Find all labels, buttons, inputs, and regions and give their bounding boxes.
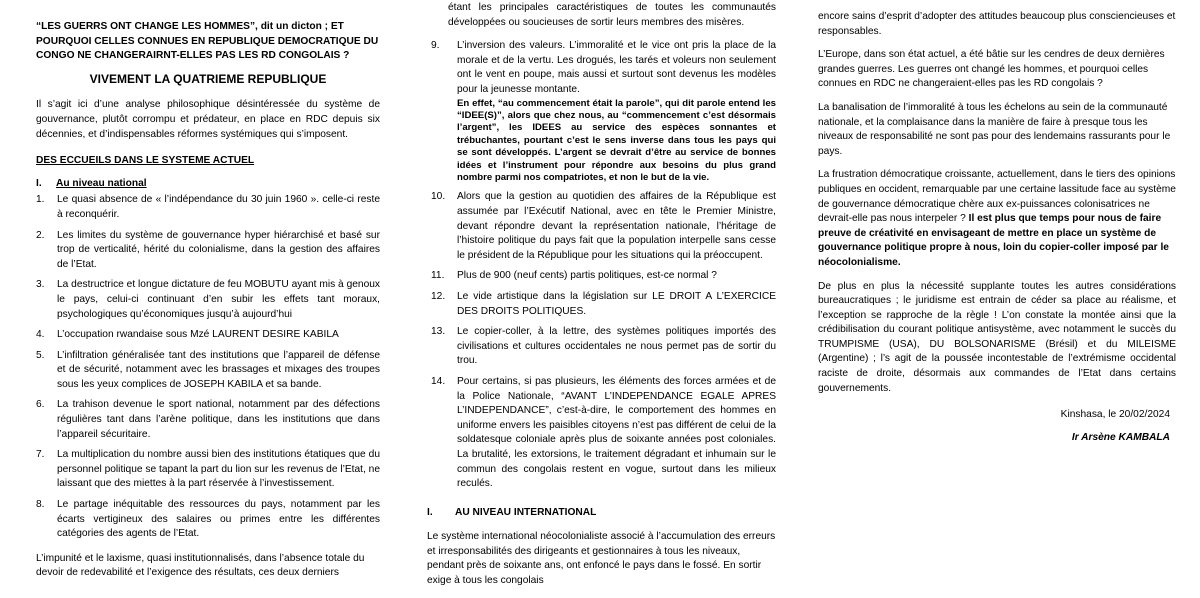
national-issues-list-continued [427, 39, 776, 492]
document-page-2 [400, 0, 793, 587]
list-item-number: 1. [36, 194, 45, 206]
frustration-text: La frustration démocratique croissante, actuellement, dans le tiers des opinions publiques en occident, remarquable par une certaine lassitude face au système de gouvernance démocratique chère aux ex-puissances colonisatrices ne devrait-elle pas nous interpeler ? [818, 169, 1176, 225]
list-item-paragraph: La destructrice et longue dictature de feu MOBUTU ayant mis à genoux le pays, celui-ci continuant d’en subir les effets tant moraux, psychologiques qu’économiques jusqu’à aujourd’hui [57, 279, 380, 320]
list-item-number: 10. [431, 191, 446, 203]
list-item-number: 6. [36, 399, 45, 411]
frustration-emphasis: Il est plus que temps pour nous de faire preuve de créativité en envisageant de mettre en place un système de gouvernance politique propre à nous, loin du copier-coller imposé par le néocolonialisme. [818, 213, 1169, 268]
paragraph-immorality: La banalisation de l’immoralité à tous les échelons au sein de la communauté nationale, et la complaisance dans la manière de faire à presque tous les niveaux de responsabilité ne sont pas pour des lendemains rassurants pour le pays. [818, 101, 1171, 157]
list-item-number: 9. [431, 40, 440, 52]
paragraph-democratic-frustration [818, 168, 1176, 270]
list-item-text [57, 448, 380, 492]
list-item-emphasis: En effet, “au commencement était la parole”, qui dit parole entend les “IDEE(S)”, alors que chez nous, au “commencement c’est désormais l’argent”, les IDEES au service des espèces sonnantes et trébuchantes, pourtant c’est le sens inverse dans tous les pays qui se sont développés. L’argent se devrait d’être au service de bonnes idées et l’instrument pour répondre aux besoins du plus grand nombre parmi nos compatriotes, et non le but de la vie. [457, 97, 776, 183]
list-item-paragraph: L’occupation rwandaise sous Mzé LAURENT DESIRE KABILA [57, 329, 339, 341]
closing-paragraph: L’impunité et le laxisme, quasi institutionnalisés, dans l’absence totale du devoir de redevabilité et l’exigence des résultats, ces deux derniers [36, 552, 365, 579]
list-item-text [57, 328, 380, 343]
list-item [427, 375, 776, 492]
list-item [36, 498, 380, 542]
subsection-number: I. [36, 177, 42, 189]
subsection-heading [36, 177, 380, 192]
continuation-paragraph: étant les principales caractéristiques de toutes les communautés développées ou soucieuses de sortir leurs membres des misères. [448, 2, 776, 28]
list-item-paragraph: Le partage inéquitable des ressources du pays, notamment par les écarts vertigineux des salaires ou primes entre les différentes catégories des agents de l’Etat. [57, 499, 380, 540]
list-item-paragraph: L’inversion des valeurs. L’immoralité et le vice ont pris la place de la morale et de la vertu. Les drogués, les tarés et voleurs non seulement ont le vent en poupe, mais aussi et surtout sont devenus les modèles pour la jeunesse montante. [457, 40, 776, 95]
list-item-paragraph: La multiplication du nombre aussi bien des institutions étatiques que du personnel politique se tapant la part du lion sur les revenus de l’Etat, ne laissant que des miettes à la part réservée à l’investissement. [57, 449, 380, 490]
list-item-number: 5. [36, 349, 45, 361]
list-item-number: 3. [36, 279, 45, 291]
list-item-text [457, 190, 776, 263]
list-item [427, 39, 776, 184]
list-item-text [57, 193, 380, 222]
list-item-paragraph: Alors que la gestion au quotidien des affaires de la République est assumée par l’Exécutif National, avec en tête le Premier Ministre, devant répondre devant la représentation nationale, l’héritage de l’histoire politique du pays fait que la population interpelle sans cesse le président de la République pour les situations qui la préoccupent. [457, 191, 776, 261]
document-page-1 [0, 0, 400, 579]
list-item [36, 229, 380, 273]
list-item-number: 4. [36, 329, 45, 341]
list-item-paragraph: Le copier-coller, à la lettre, des systèmes politiques importés des civilisations et cultures occidentales ne nous permet pas de sortir du trou. [457, 326, 776, 367]
list-item-number: 8. [36, 499, 45, 511]
page-3-content [818, 10, 1176, 445]
list-item [427, 190, 776, 263]
signature: Ir Arsène KAMBALA [1071, 431, 1170, 443]
list-item-paragraph: Le vide artistique dans la législation sur LE DROIT A L’EXERCICE DES DROITS POLITIQUES. [457, 290, 776, 317]
date-line: Kinshasa, le 20/02/2024 [1060, 409, 1170, 421]
list-item-paragraph: La trahison devenue le sport national, notamment par des défections régulières tant dans l’arène politique, dans les institutions que dans l’appareil sécuritaire. [57, 399, 380, 440]
list-item-paragraph: Les limites du système de gouvernance hyper hiérarchisé et basé sur trop de verticalité, hérité du colonialisme, dans la gestion des affaires de l’Etat. [57, 229, 380, 270]
list-item-number: 13. [431, 326, 446, 338]
list-item [427, 325, 776, 369]
list-item-text [457, 325, 776, 369]
list-item-text [57, 349, 380, 393]
list-item-text [57, 498, 380, 542]
list-item-number: 14. [431, 375, 446, 387]
list-item [427, 269, 776, 284]
international-title: AU NIVEAU INTERNATIONAL [455, 506, 597, 518]
paragraph-antisystem: De plus en plus la nécessité supplante toutes les autres considérations bureaucratiques ; le juridisme est entrain de céder sa place au réalisme, et l’exception se rapproche de la règle ! L’on constate la montée ainsi que la crédibilisation du courant politique antisystème, avec notamment le succès du TRUMPISME (USA), DU BOLSONARISME (Brésil) et du MILEISME (Argentine) ; l’s agit de la poussée incontestable de l’extrémisme occidental raciste de droite, désormais aux commandes de l’Etat dans certains gouvernements. [818, 280, 1176, 394]
list-item [36, 349, 380, 393]
list-item [36, 328, 380, 343]
list-item [36, 398, 380, 442]
list-item-number: 11. [431, 270, 445, 282]
list-item [427, 290, 776, 319]
international-paragraph: Le système international néocolonialiste associé à l’accumulation des erreurs et irresponsabilités des dirigeants et gestionnaires à tous les niveaux, pendant près de soixante ans, ont enfoncé le pays dans le fossé. En sortir exige à tous les congolais [427, 531, 776, 587]
list-item-number: 12. [431, 290, 446, 302]
title-block: “LES GUERRS ONT CHANGE LES HOMMES”, dit un dicton ; ET POURQUOI CELLES CONNUES EN REPUBLIQUE DEMOCRATIQUE DU CONGO NE CHANGERAIRNT-ELLES PAS LES RD CONGOLAIS ? [36, 21, 379, 62]
national-issues-list [36, 193, 380, 541]
page-1-content [36, 20, 380, 590]
document-page-3 [793, 0, 1200, 546]
list-item-paragraph: Le quasi absence de « l’indépendance du 30 juin 1960 ». celle-ci reste à reconquérir. [57, 194, 380, 220]
list-item-paragraph: Plus de 900 (neuf cents) partis politiques, est-ce normal ? [457, 270, 717, 282]
main-heading: VIVEMENT LA QUATRIEME REPUBLIQUE [89, 71, 327, 86]
intro-paragraph: Il s’agit ici d’une analyse philosophique désintéressée du système de gouvernance, plutôt corrompu et prédateur, en place en RDC depuis six décennies, et d’indispensables réformes systémiques qui s’imposent. [36, 99, 380, 140]
page-2-content [427, 1, 776, 598]
list-item-paragraph: L’infiltration généralisée tant des institutions que l’appareil de défense et de sécurité, notamment avec les brassages et mixages des troupes sous les yeux complices de JOSEPH KABILA et sa bande. [57, 349, 380, 390]
list-item-text [457, 39, 776, 184]
international-heading [427, 506, 776, 521]
list-item-text [457, 269, 776, 284]
list-item-text [457, 375, 776, 492]
list-item [36, 448, 380, 492]
subsection-title: Au niveau national [56, 177, 147, 189]
paragraph-responsibility: encore sains d’esprit d’adopter des attitudes beaucoup plus consciencieuses et responsables. [818, 11, 1176, 37]
list-item [36, 193, 380, 222]
list-item-text [57, 278, 380, 322]
list-item-number: 7. [36, 449, 45, 461]
list-item-text [457, 290, 776, 319]
list-item-number: 2. [36, 229, 45, 241]
list-item-text [57, 398, 380, 442]
list-item [36, 278, 380, 322]
paragraph-europe: L’Europe, dans son état actuel, a été bâtie sur les cendres de deux dernières grandes guerres. Les guerres ont changé les hommes, et pourquoi celles connues en RDC ne changeraient-elles pas les RD congolais ? [818, 49, 1165, 90]
list-item-paragraph: Pour certains, si pas plusieurs, les éléments des forces armées et de la Police Nationale, “AVANT L’INDEPENDANCE EGALE APRES L’INDEPENDANCE”, c’est-à-dire, le comportement des hommes en uniforme envers les paisibles citoyens n’est pas différent de celui de la soldatesque coloniale après plus de soixante années post coloniales. La brutalité, les extorsions, le traitement dégradant et inhumain sur le commun des congolais restent en vogue, surtout dans les milieux reculés. [457, 375, 776, 490]
list-item-text [57, 229, 380, 273]
section-title: DES ECCUEILS DANS LE SYSTEME ACTUEL [36, 155, 255, 167]
section-number: I. [427, 506, 433, 518]
